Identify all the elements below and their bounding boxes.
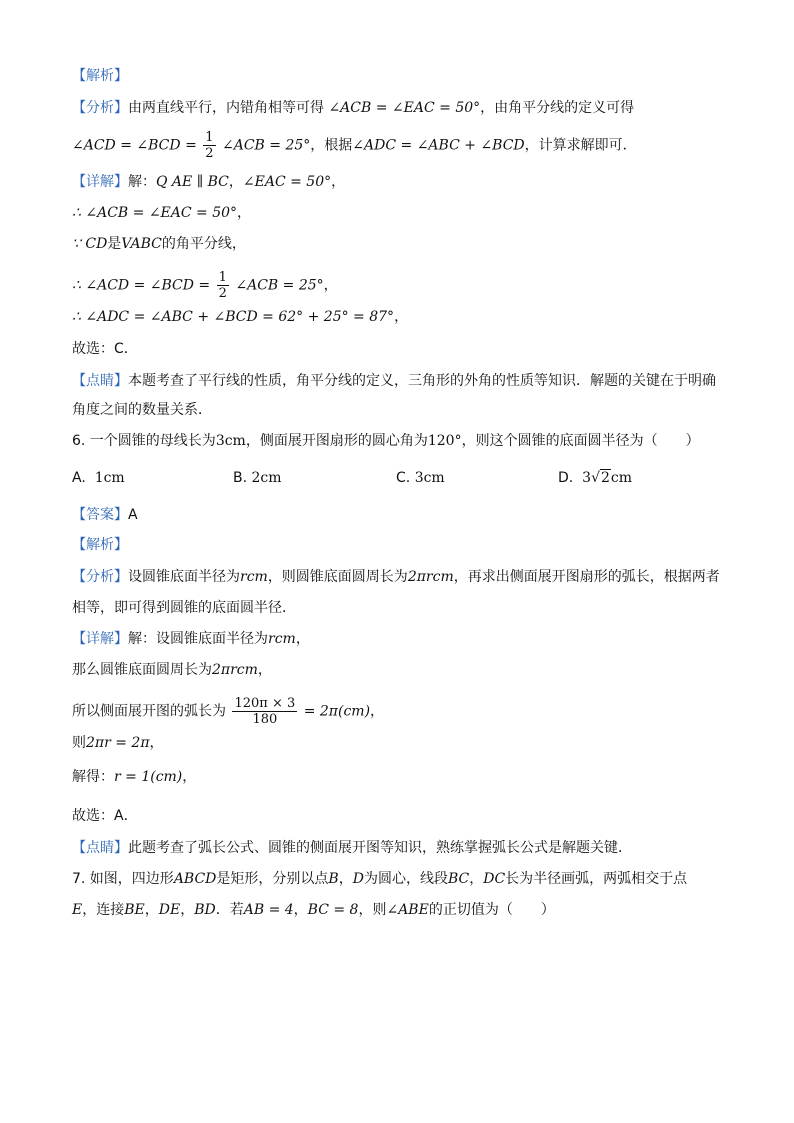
math-expr: DC	[483, 871, 506, 887]
math-expr: 2πr = 2π	[86, 735, 150, 751]
fenxi-text: 相等，即可得到圆锥的底面圆半径．	[72, 600, 296, 616]
fenxi-line-1	[72, 98, 634, 118]
choose-text: 故选：A．	[72, 808, 138, 824]
q6-step-3	[72, 696, 384, 727]
fraction	[203, 130, 215, 161]
q6-step-4	[72, 733, 164, 753]
xiangjie-text: 解：	[128, 174, 156, 190]
math-expr: ∠ACD = ∠BCD =	[72, 137, 197, 154]
option-label: C.	[396, 470, 411, 486]
step-text: 则	[72, 735, 86, 751]
dianjing-tag: 【点睛】	[72, 840, 128, 856]
q7-text: ，连接	[82, 902, 125, 918]
fenxi-text: ，由角平分线的定义可得	[480, 100, 635, 116]
step-text: ，	[182, 769, 197, 785]
q7-text: ，	[338, 871, 353, 887]
q7-text: ，则	[358, 902, 387, 918]
q7-text: ，	[144, 902, 159, 918]
dianjing-text: 角度之间的数量关系．	[72, 402, 212, 418]
q6-text: ，侧面展开图扇形的圆心角为	[245, 433, 428, 449]
q7-text: 的正切值为（ ）	[428, 902, 555, 918]
math-expr: 2πrcm	[212, 662, 258, 678]
math-expr: rcm	[240, 569, 268, 585]
fenxi-tag: 【分析】	[72, 569, 128, 585]
math-expr: 120°	[427, 433, 462, 449]
q7-text: 长为半径画弧，两弧相交于点	[505, 871, 688, 887]
q7-text: 是矩形，分别以点	[216, 871, 329, 887]
fraction-numerator: 1	[205, 130, 214, 145]
option-value: 2cm	[251, 470, 282, 486]
math-expr: AB = 4	[243, 902, 294, 918]
math-expr: ∠ACB = ∠EAC = 50°	[328, 100, 481, 116]
fraction-denominator: 2	[205, 146, 214, 161]
q7-text: 7. 如图，四边形	[72, 871, 174, 887]
jiexi-heading	[72, 66, 128, 86]
step-text: ，	[370, 703, 385, 720]
xiangjie-tag: 【详解】	[72, 631, 128, 647]
q6-option-b	[233, 468, 282, 488]
xiangjie-text: ，	[331, 174, 346, 190]
step-text: 的角平分线，	[161, 236, 246, 252]
q7-stem-line-2	[72, 900, 555, 920]
q7-stem-line-1	[72, 869, 687, 889]
q6-jiexi	[72, 535, 128, 555]
math-expr: BC	[447, 871, 470, 887]
step-line-3	[72, 234, 246, 254]
option-unit: cm	[610, 470, 633, 486]
answer-value: A	[128, 507, 138, 523]
q6-fenxi-line-2	[72, 598, 296, 618]
q6-choose	[72, 806, 138, 826]
math-expr: ∵ CD	[72, 236, 108, 252]
fenxi-text: ，再求出侧面展开图扇形的弧长，根据两者	[453, 569, 720, 585]
dianjing-line-1	[72, 371, 716, 391]
fraction-denominator: 180	[252, 712, 278, 727]
step-text: 所以侧面展开图的弧长为	[72, 703, 226, 720]
math-expr: ∠ADC = ∠ABC + ∠BCD	[352, 137, 525, 154]
step-text: ，	[323, 277, 338, 294]
math-expr: ∠EAC = 50°	[242, 174, 332, 190]
jiexi-tag: 【解析】	[72, 68, 128, 84]
step-line-4	[72, 270, 338, 301]
q6-stem	[72, 431, 700, 451]
step-text: 是	[107, 236, 122, 252]
q6-xiangjie-line-1	[72, 629, 310, 649]
q6-option-a	[72, 468, 125, 488]
step-line-5	[72, 307, 408, 327]
fraction	[217, 270, 229, 301]
q7-text: ．若	[215, 902, 244, 918]
answer-tag: 【答案】	[72, 507, 128, 523]
xiangjie-text: ，	[228, 174, 243, 190]
q7-text: 为圆心，线段	[363, 871, 448, 887]
step-line-2	[72, 203, 251, 223]
q6-step-2	[72, 660, 272, 680]
math-expr: DE	[158, 902, 181, 918]
step-text: ，	[237, 205, 252, 221]
math-expr: D	[352, 871, 364, 887]
fenxi-text: 由两直线平行，内错角相等可得	[128, 100, 324, 116]
sqrt-symbol: √2	[591, 470, 610, 486]
dianjing-tag: 【点睛】	[72, 373, 128, 389]
choose-text: 故选：C．	[72, 341, 138, 357]
math-expr: ∴ ∠ADC = ∠ABC + ∠BCD = 62° + 25° = 87°	[72, 309, 395, 325]
step-text: ，	[257, 662, 272, 678]
fenxi-text: ，根据	[310, 137, 353, 154]
math-expr: ∠ABE	[386, 902, 429, 918]
math-expr: 2πrcm	[407, 569, 454, 585]
math-expr: ∴ ∠ACD = ∠BCD =	[72, 277, 211, 294]
q7-text: ，	[469, 871, 484, 887]
option-label: A.	[72, 470, 86, 486]
math-expr: rcm	[268, 631, 296, 647]
math-expr: Q AE ∥ BC	[156, 174, 229, 190]
q6-step-5	[72, 767, 196, 787]
q7-text: ，	[293, 902, 308, 918]
fraction-numerator: 120π × 3	[234, 696, 296, 711]
math-expr: VABC	[121, 236, 162, 252]
fraction-denominator: 2	[218, 286, 227, 301]
dianjing-text: 本题考查了平行线的性质，角平分线的定义，三角形的外角的性质等知识．解题的关键在于明确	[128, 373, 716, 389]
q6-dianjing	[72, 838, 632, 858]
q6-text: 6. 一个圆锥的母线长为	[72, 433, 216, 449]
fenxi-text: ，则圆锥底面圆周长为	[267, 569, 408, 585]
math-expr: ∠ACB = 25°	[222, 137, 311, 154]
fenxi-text: ，计算求解即可．	[524, 137, 637, 154]
q6-text: ，则这个圆锥的底面圆半径为（ ）	[461, 433, 700, 449]
xiangjie-text: ，	[295, 631, 310, 647]
q6-answer	[72, 505, 138, 525]
math-expr: ABCD	[173, 871, 217, 887]
math-expr: r = 1(cm)	[114, 769, 183, 785]
q6-option-d	[558, 468, 632, 488]
math-expr: = 2π(cm)	[303, 703, 371, 720]
xiangjie-line-1	[72, 172, 345, 192]
xiangjie-tag: 【详解】	[72, 174, 128, 190]
q6-fenxi-line-1	[72, 567, 720, 587]
fenxi-text: 设圆锥底面半径为	[128, 569, 240, 585]
fraction-numerator: 1	[218, 270, 227, 285]
option-label: D.	[558, 470, 574, 486]
q7-text: ，	[180, 902, 195, 918]
step-text: 那么圆锥底面圆周长为	[72, 662, 212, 678]
option-coef: 3	[582, 470, 592, 486]
xiangjie-text: 解：设圆锥底面半径为	[128, 631, 268, 647]
math-expr: B	[328, 871, 339, 887]
math-expr: BE	[124, 902, 145, 918]
math-expr: BC = 8	[307, 902, 359, 918]
fenxi-tag: 【分析】	[72, 100, 128, 116]
option-value: 3cm	[414, 470, 445, 486]
option-value: 1cm	[94, 470, 125, 486]
math-expr: BD	[194, 902, 216, 918]
q6-option-c	[396, 468, 445, 488]
dianjing-line-2	[72, 400, 212, 420]
option-label: B.	[233, 470, 248, 486]
fraction	[232, 696, 297, 727]
choose-line	[72, 339, 138, 359]
math-expr: ∠ACB = 25°	[235, 277, 324, 294]
dianjing-text: 此题考查了弧长公式、圆锥的侧面展开图等知识，熟练掌握弧长公式是解题关键．	[128, 840, 632, 856]
math-expr: E	[72, 902, 83, 918]
step-text: ，	[394, 309, 409, 325]
step-text: ，	[149, 735, 164, 751]
math-expr: 3cm	[215, 433, 246, 449]
jiexi-tag: 【解析】	[72, 537, 128, 553]
math-expr: ∴ ∠ACB = ∠EAC = 50°	[72, 205, 238, 221]
sqrt-radicand: 2	[600, 470, 610, 486]
step-text: 解得：	[72, 769, 114, 785]
fenxi-line-2	[72, 130, 637, 161]
